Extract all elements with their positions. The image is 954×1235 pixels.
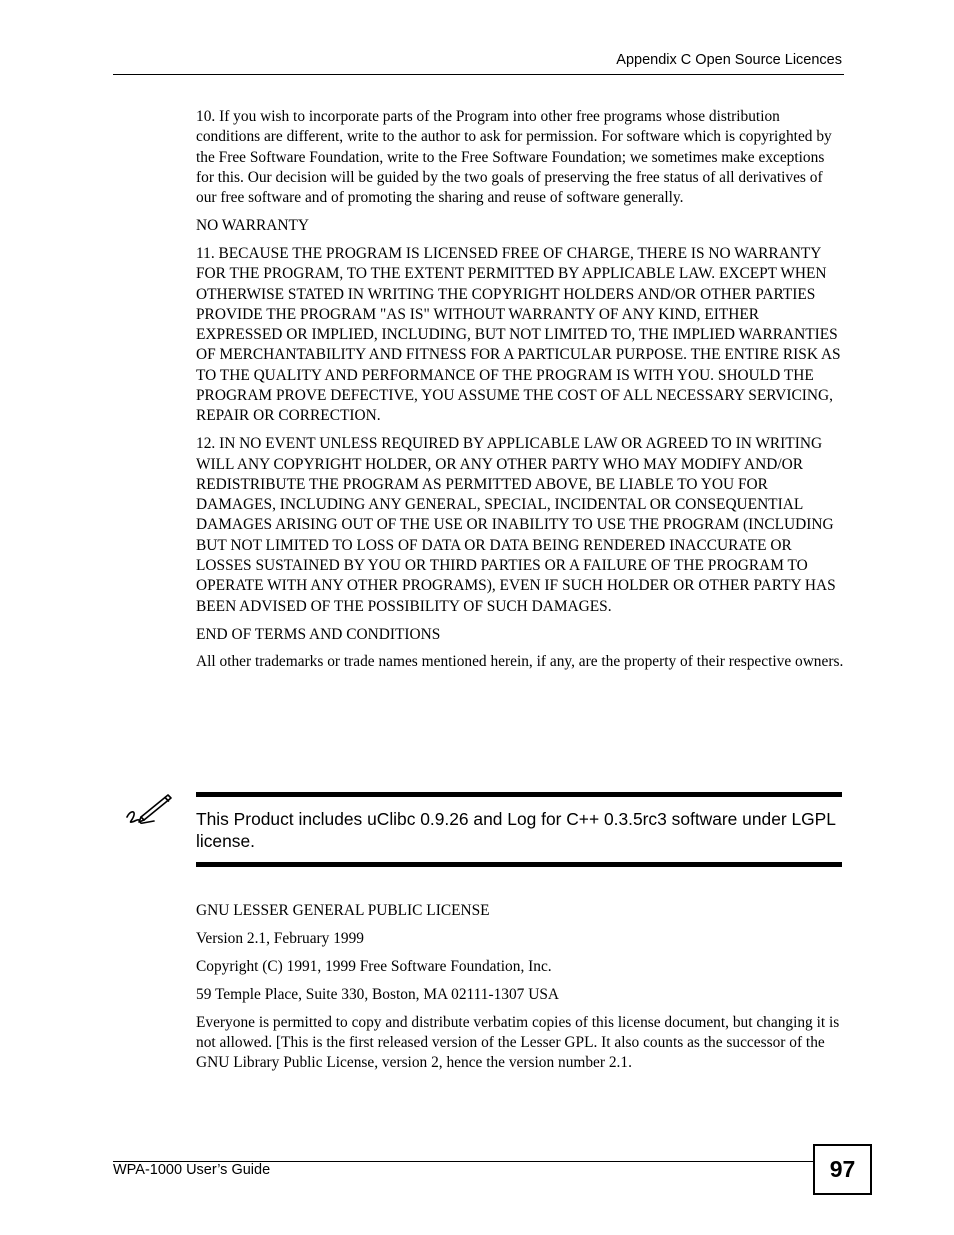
- note-box: [196, 792, 842, 867]
- license-terms-section: [196, 107, 846, 680]
- paragraph-10: 10. If you wish to incorporate parts of the Program into other free programs whose distribution conditions are different, write to the author to ask for permission. For software which is copyrighted by the Free Software Foundation, write to the Free Software Foundation; we sometimes make exceptions for this. Our decision will be guided by the two goals of preserving the free status of all derivatives of our free software and of promoting the sharing and reuse of software generally.: [196, 108, 832, 207]
- header-divider: [113, 74, 844, 75]
- note-pencil-icon: [124, 792, 174, 828]
- lgpl-preamble: Everyone is permitted to copy and distribute verbatim copies of this license document, but changing it is not allowed. [This is the first released version of the Lesser GPL. It also counts as the successor of the GNU Library Public License, version 2, hence the version number 2.1.: [196, 1013, 840, 1072]
- lgpl-copyright: Copyright (C) 1991, 1999 Free Software Foundation, Inc.: [196, 957, 552, 975]
- paragraph-12: 12. IN NO EVENT UNLESS REQUIRED BY APPLICABLE LAW OR AGREED TO IN WRITING WILL ANY COPYRIGHT HOLDER, OR ANY OTHER PARTY WHO MAY MODIFY AND/OR REDISTRIBUTE THE PROGRAM AS PERMITTED ABOVE, BE LIABLE TO YOU FOR DAMAGES, INCLUDING ANY GENERAL, SPECIAL, INCIDENTAL OR CONSEQUENTIAL DAMAGES ARISING OUT OF THE USE OR INABILITY TO USE THE PROGRAM (INCLUDING BUT NOT LIMITED TO LOSS OF DATA OR DATA BEING RENDERED INACCURATE OR LOSSES SUSTAINED BY YOU OR THIRD PARTIES OR A FAILURE OF THE PROGRAM TO OPERATE WITH ANY OTHER PROGRAMS), EVEN IF SUCH HOLDER OR OTHER PARTY HAS BEEN ADVISED OF THE POSSIBILITY OF SUCH DAMAGES.: [196, 435, 836, 615]
- lgpl-address: 59 Temple Place, Suite 330, Boston, MA 02111-1307 USA: [196, 985, 560, 1003]
- footer-guide-title: WPA-1000 User’s Guide: [113, 1162, 271, 1178]
- trademarks-paragraph: All other trademarks or trade names mentioned herein, if any, are the property of their respective owners.: [196, 653, 844, 671]
- lgpl-title: GNU LESSER GENERAL PUBLIC LICENSE: [196, 902, 490, 919]
- page-number: 97: [813, 1144, 872, 1195]
- lgpl-version: Version 2.1, February 1999: [196, 929, 364, 947]
- note-text: This Product includes uClibc 0.9.26 and Log for C++ 0.3.5rc3 software under LGPL license.: [196, 809, 836, 851]
- lgpl-section: [196, 901, 846, 1081]
- no-warranty-heading: NO WARRANTY: [196, 217, 310, 235]
- paragraph-11: 11. BECAUSE THE PROGRAM IS LICENSED FREE OF CHARGE, THERE IS NO WARRANTY FOR THE PROGRAM, TO THE EXTENT PERMITTED BY APPLICABLE LAW. EXCEPT WHEN OTHERWISE STATED IN WRITING THE COPYRIGHT HOLDERS AND/OR OTHER PARTIES PROVIDE THE PROGRAM "AS IS" WITHOUT WARRANTY OF ANY KIND, EITHER EXPRESSED OR IMPLIED, INCLUDING, BUT NOT LIMITED TO, THE IMPLIED WARRANTIES OF MERCHANTABILITY AND FITNESS FOR A PARTICULAR PURPOSE. THE ENTIRE RISK AS TO THE QUALITY AND PERFORMANCE OF THE PROGRAM IS WITH YOU. SHOULD THE PROGRAM PROVE DEFECTIVE, YOU ASSUME THE COST OF ALL NECESSARY SERVICING, REPAIR OR CORRECTION.: [196, 244, 841, 425]
- page-header-title: Appendix C Open Source Licences: [616, 52, 842, 68]
- end-of-terms: END OF TERMS AND CONDITIONS: [196, 625, 441, 643]
